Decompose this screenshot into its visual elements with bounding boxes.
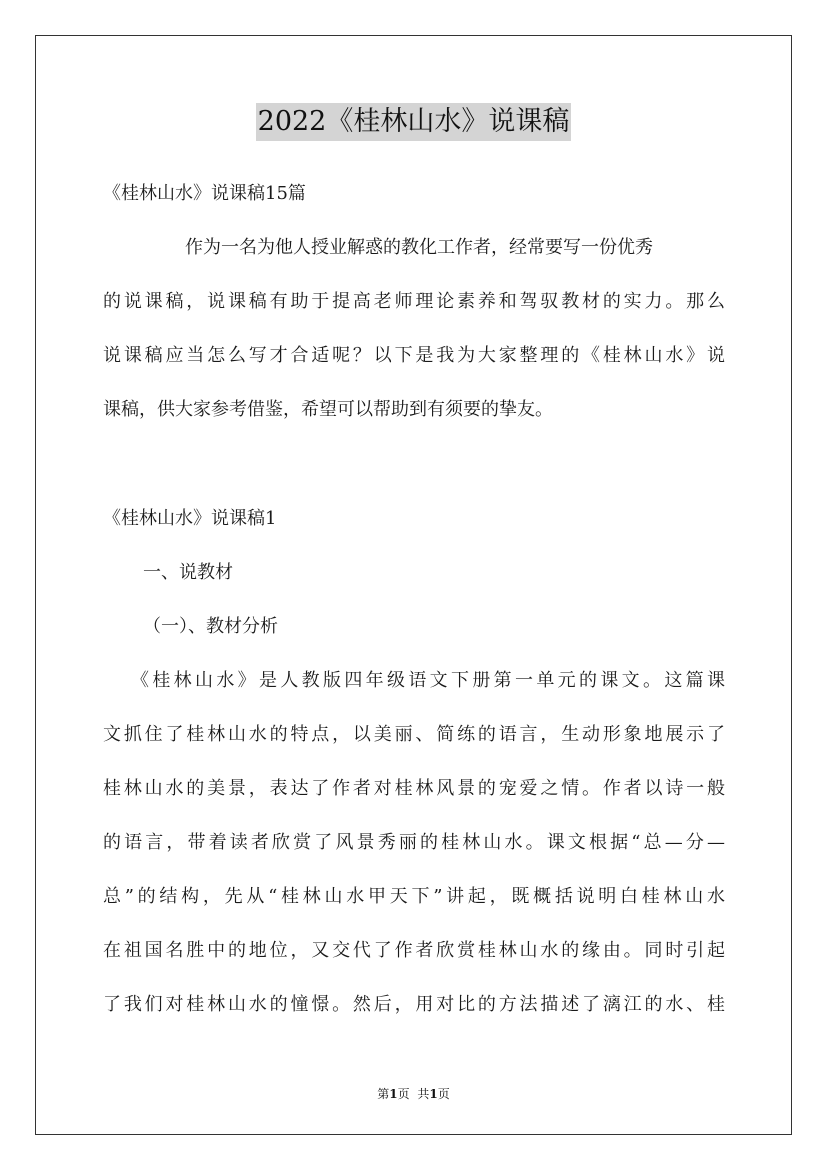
body-paragraph-line-5: 总”的结构，先从“桂林山水甲天下”讲起，既概括说明白桂林山水 bbox=[103, 886, 725, 907]
total-label-prefix: 共 bbox=[417, 1087, 430, 1101]
intro-paragraph-line-1: 作为一名为他人授业解惑的教化工作者，经常要写一份优秀 bbox=[185, 237, 653, 258]
page-label-suffix: 页 bbox=[397, 1087, 410, 1101]
page-label-prefix: 第 bbox=[377, 1087, 390, 1101]
intro-paragraph-line-3: 说课稿应当怎么写才合适呢？以下是我为大家整理的《桂林山水》说 bbox=[103, 345, 725, 366]
body-paragraph-line-2: 文抓住了桂林山水的特点，以美丽、简练的语言，生动形象地展示了 bbox=[103, 724, 725, 745]
page-footer bbox=[0, 1086, 827, 1102]
page-number: 1 bbox=[389, 1087, 398, 1101]
body-paragraph-line-1: 《桂林山水》是人教版四年级语文下册第一单元的课文。这篇课 bbox=[131, 670, 725, 691]
title-container bbox=[0, 103, 827, 141]
body-paragraph-line-6: 在祖国名胜中的地位，又交代了作者欣赏桂林山水的缘由。同时引起 bbox=[103, 940, 725, 961]
body-paragraph-line-7: 了我们对桂林山水的憧憬。然后，用对比的方法描述了漓江的水、桂 bbox=[103, 994, 725, 1015]
document-subtitle: 《桂林山水》说课稿15篇 bbox=[103, 183, 306, 204]
total-pages: 1 bbox=[429, 1087, 438, 1101]
total-label-suffix: 页 bbox=[437, 1087, 450, 1101]
intro-paragraph-line-4: 课稿，供大家参考借鉴，希望可以帮助到有须要的挚友。 bbox=[103, 399, 553, 420]
heading-level-2: （一）、教材分析 bbox=[143, 616, 278, 637]
intro-paragraph-line-2: 的说课稿，说课稿有助于提高老师理论素养和驾驭教材的实力。那么 bbox=[103, 291, 725, 312]
section-title: 《桂林山水》说课稿1 bbox=[103, 508, 277, 529]
body-paragraph-line-4: 的语言，带着读者欣赏了风景秀丽的桂林山水。课文根据“总—分— bbox=[103, 832, 725, 853]
body-paragraph-line-3: 桂林山水的美景，表达了作者对桂林风景的宠爱之情。作者以诗一般 bbox=[103, 778, 725, 799]
document-title: 2022《桂林山水》说课稿 bbox=[256, 103, 572, 141]
heading-level-1: 一、说教材 bbox=[143, 562, 233, 583]
